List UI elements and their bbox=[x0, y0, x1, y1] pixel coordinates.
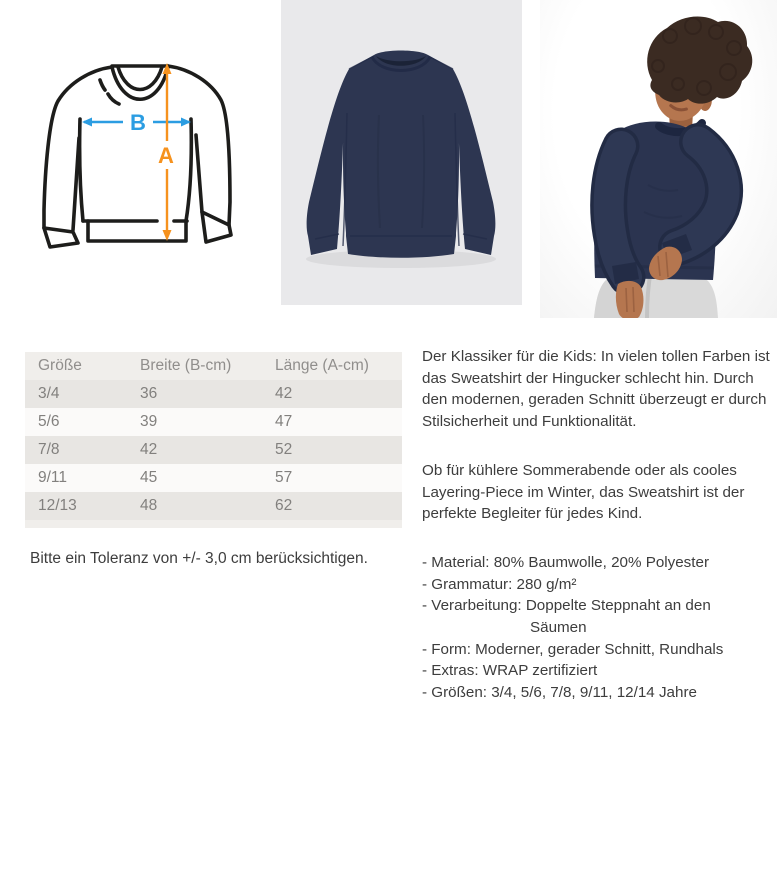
model-hair bbox=[647, 16, 752, 103]
width-value: 48 bbox=[140, 497, 158, 514]
spec-sizes: - Größen: 3/4, 5/6, 7/8, 9/11, 12/14 Jahre bbox=[422, 684, 697, 702]
column-header-size: Größe bbox=[38, 357, 82, 374]
width-measure-label: B bbox=[130, 110, 146, 135]
length-value: 57 bbox=[275, 469, 293, 486]
spec-extras: - Extras: WRAP zertifiziert bbox=[422, 662, 598, 680]
size-value: 5/6 bbox=[38, 413, 60, 430]
length-arrow-a bbox=[158, 63, 174, 241]
spec-list bbox=[422, 552, 777, 704]
size-value: 7/8 bbox=[38, 441, 60, 458]
table-row bbox=[25, 436, 402, 464]
table-row bbox=[25, 380, 402, 408]
width-value: 36 bbox=[140, 385, 158, 402]
width-value: 45 bbox=[140, 469, 158, 486]
spec-material: - Material: 80% Baumwolle, 20% Polyester bbox=[422, 553, 709, 571]
tolerance-note: Bitte ein Toleranz von +/- 3,0 cm berücksichtigen. bbox=[30, 550, 368, 567]
table-row bbox=[25, 492, 402, 520]
spec-workmanship: - Verarbeitung: Doppelte Steppnaht an den bbox=[422, 597, 711, 615]
width-value: 42 bbox=[140, 441, 158, 458]
size-table-header-row bbox=[25, 352, 402, 380]
column-header-length: Länge (A-cm) bbox=[275, 357, 369, 374]
table-row bbox=[25, 408, 402, 436]
length-value: 47 bbox=[275, 413, 293, 430]
width-arrow-b bbox=[82, 110, 191, 135]
kid-model-image bbox=[540, 0, 777, 318]
size-value: 12/13 bbox=[38, 497, 77, 514]
table-row bbox=[25, 464, 402, 492]
column-header-width: Breite (B-cm) bbox=[140, 357, 232, 374]
width-value: 39 bbox=[140, 413, 158, 430]
length-value: 62 bbox=[275, 497, 293, 514]
spec-form: - Form: Moderner, gerader Schnitt, Rundhals bbox=[422, 640, 724, 658]
description-paragraph-1: Der Klassiker für die Kids: In vielen tollen Farben ist das Sweatshirt der Hingucker schlecht hin. Durch den modernen, geraden Schnitt überzeugt er durch Stilsicherheit und Funktionalität. bbox=[422, 348, 770, 431]
size-diagram-image bbox=[30, 50, 245, 255]
product-description bbox=[422, 346, 777, 704]
description-paragraph-2: Ob für kühlere Sommerabende oder als cooles Layering-Piece im Winter, das Sweatshirt ist der perfekte Begleiter für jedes Kind. bbox=[422, 461, 745, 523]
size-value: 3/4 bbox=[38, 385, 60, 402]
size-table bbox=[25, 352, 402, 528]
length-measure-label: A bbox=[158, 143, 174, 168]
model-photo bbox=[540, 0, 777, 318]
spec-grammage: - Grammatur: 280 g/m² bbox=[422, 575, 577, 593]
length-value: 52 bbox=[275, 441, 293, 458]
sweatshirt-measurement-sketch bbox=[30, 50, 245, 255]
spec-workmanship-continued: Säumen bbox=[530, 619, 587, 637]
product-photo bbox=[281, 0, 522, 305]
size-value: 9/11 bbox=[38, 469, 68, 486]
length-value: 42 bbox=[275, 385, 293, 402]
sweatshirt-front-image bbox=[281, 0, 522, 305]
